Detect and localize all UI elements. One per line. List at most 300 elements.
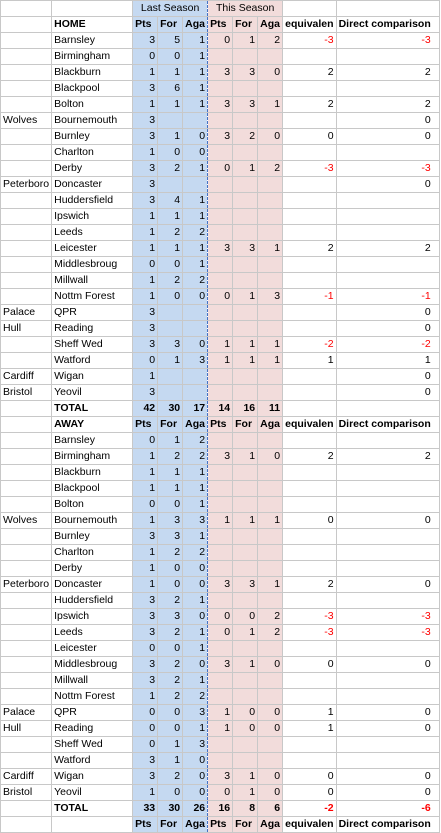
stat-cell[interactable] <box>208 305 233 321</box>
stat-cell[interactable] <box>208 529 233 545</box>
stat-cell[interactable]: 0 <box>133 737 158 753</box>
replacement-note[interactable] <box>1 609 52 625</box>
replacement-note[interactable] <box>1 241 52 257</box>
replacement-note[interactable] <box>1 337 52 353</box>
team-name[interactable]: Leeds <box>52 625 133 641</box>
stat-cell[interactable]: 3 <box>158 529 183 545</box>
cell-empty[interactable] <box>1 17 52 33</box>
replacement-note[interactable]: Hull <box>1 321 52 337</box>
total-cell[interactable]: 16 <box>208 801 233 817</box>
stat-cell[interactable] <box>208 273 233 289</box>
stat-cell[interactable]: 0 <box>133 705 158 721</box>
stat-cell[interactable]: 6 <box>158 81 183 97</box>
column-header[interactable]: Aga <box>183 817 208 833</box>
stat-cell[interactable]: 1 <box>258 337 283 353</box>
equivalent-cell[interactable]: 1 <box>283 705 336 721</box>
direct-comparison-cell[interactable]: 0 <box>336 577 439 593</box>
stat-cell[interactable]: 1 <box>233 289 258 305</box>
stat-cell[interactable]: 1 <box>258 241 283 257</box>
replacement-note[interactable] <box>1 273 52 289</box>
stat-cell[interactable]: 1 <box>183 161 208 177</box>
stat-cell[interactable]: 2 <box>258 625 283 641</box>
equivalent-cell[interactable]: 1 <box>283 721 336 737</box>
team-name[interactable]: Charlton <box>52 545 133 561</box>
column-header[interactable]: Pts <box>208 17 233 33</box>
equivalent-cell[interactable] <box>283 465 336 481</box>
stat-cell[interactable]: 2 <box>258 161 283 177</box>
direct-comparison-cell[interactable]: 2 <box>336 449 439 465</box>
stat-cell[interactable]: 2 <box>258 33 283 49</box>
stat-cell[interactable]: 1 <box>233 449 258 465</box>
stat-cell[interactable]: 1 <box>258 97 283 113</box>
stat-cell[interactable] <box>158 321 183 337</box>
stat-cell[interactable]: 1 <box>208 721 233 737</box>
stat-cell[interactable]: 1 <box>133 209 158 225</box>
stat-cell[interactable] <box>233 433 258 449</box>
equivalent-cell[interactable] <box>283 593 336 609</box>
stat-cell[interactable] <box>233 673 258 689</box>
this-season-header[interactable]: This Season <box>208 1 283 17</box>
replacement-note[interactable] <box>1 449 52 465</box>
cell-empty[interactable] <box>52 1 133 17</box>
team-name[interactable]: Blackpool <box>52 81 133 97</box>
stat-cell[interactable]: 1 <box>183 209 208 225</box>
stat-cell[interactable]: 0 <box>208 609 233 625</box>
stat-cell[interactable]: 3 <box>133 113 158 129</box>
stat-cell[interactable]: 1 <box>183 673 208 689</box>
team-name[interactable]: Middlesbroug <box>52 257 133 273</box>
direct-comparison-cell[interactable]: 0 <box>336 721 439 737</box>
stat-cell[interactable]: 3 <box>183 705 208 721</box>
equivalent-cell[interactable]: 2 <box>283 65 336 81</box>
equivalent-cell[interactable]: 1 <box>283 353 336 369</box>
stat-cell[interactable]: 2 <box>183 273 208 289</box>
stat-cell[interactable] <box>258 225 283 241</box>
replacement-note[interactable]: Peterboro <box>1 177 52 193</box>
direct-comparison-cell[interactable]: -3 <box>336 609 439 625</box>
equivalent-cell[interactable] <box>283 321 336 337</box>
equivalent-cell[interactable] <box>283 689 336 705</box>
team-name[interactable]: Blackburn <box>52 465 133 481</box>
stat-cell[interactable] <box>258 49 283 65</box>
stat-cell[interactable]: 3 <box>208 657 233 673</box>
total-equivalent[interactable]: -2 <box>283 801 336 817</box>
stat-cell[interactable]: 4 <box>158 193 183 209</box>
equivalent-cell[interactable] <box>283 481 336 497</box>
direct-comparison-cell[interactable] <box>336 481 439 497</box>
stat-cell[interactable]: 3 <box>133 33 158 49</box>
equivalent-cell[interactable] <box>283 545 336 561</box>
stat-cell[interactable] <box>233 369 258 385</box>
equivalent-cell[interactable] <box>283 369 336 385</box>
stat-cell[interactable]: 1 <box>233 769 258 785</box>
stat-cell[interactable]: 3 <box>133 129 158 145</box>
stat-cell[interactable] <box>158 385 183 401</box>
stat-cell[interactable]: 2 <box>158 449 183 465</box>
stat-cell[interactable]: 1 <box>158 433 183 449</box>
stat-cell[interactable]: 1 <box>133 561 158 577</box>
stat-cell[interactable]: 0 <box>158 145 183 161</box>
total-cell[interactable]: 16 <box>233 401 258 417</box>
team-name[interactable]: Reading <box>52 721 133 737</box>
stat-cell[interactable]: 3 <box>208 129 233 145</box>
equivalent-cell[interactable] <box>283 257 336 273</box>
stat-cell[interactable]: 1 <box>133 273 158 289</box>
stat-cell[interactable]: 3 <box>183 737 208 753</box>
total-cell[interactable]: 14 <box>208 401 233 417</box>
stat-cell[interactable]: 1 <box>233 353 258 369</box>
replacement-note[interactable] <box>1 641 52 657</box>
stat-cell[interactable]: 1 <box>208 337 233 353</box>
stat-cell[interactable]: 1 <box>183 193 208 209</box>
stat-cell[interactable] <box>258 753 283 769</box>
stat-cell[interactable]: 1 <box>183 65 208 81</box>
direct-comparison-cell[interactable] <box>336 49 439 65</box>
team-name[interactable]: Yeovil <box>52 785 133 801</box>
replacement-note[interactable] <box>1 353 52 369</box>
stat-cell[interactable] <box>158 369 183 385</box>
equivalent-cell[interactable]: 0 <box>283 769 336 785</box>
team-name[interactable]: Sheff Wed <box>52 737 133 753</box>
stat-cell[interactable] <box>208 145 233 161</box>
total-cell[interactable]: 30 <box>158 401 183 417</box>
stat-cell[interactable]: 1 <box>183 497 208 513</box>
stat-cell[interactable]: 1 <box>183 257 208 273</box>
stat-cell[interactable]: 2 <box>183 433 208 449</box>
team-name[interactable]: Derby <box>52 561 133 577</box>
stat-cell[interactable] <box>233 177 258 193</box>
stat-cell[interactable] <box>208 753 233 769</box>
stat-cell[interactable]: 3 <box>133 193 158 209</box>
column-header[interactable]: Pts <box>133 817 158 833</box>
stat-cell[interactable]: 0 <box>183 129 208 145</box>
stat-cell[interactable]: 1 <box>183 465 208 481</box>
stat-cell[interactable] <box>258 545 283 561</box>
stat-cell[interactable]: 1 <box>183 481 208 497</box>
last-season-header[interactable]: Last Season <box>133 1 208 17</box>
stat-cell[interactable]: 1 <box>258 577 283 593</box>
stat-cell[interactable] <box>208 257 233 273</box>
stat-cell[interactable]: 2 <box>183 449 208 465</box>
equivalent-cell[interactable]: 0 <box>283 657 336 673</box>
stat-cell[interactable]: 1 <box>158 737 183 753</box>
equivalent-cell[interactable]: 2 <box>283 241 336 257</box>
stat-cell[interactable]: 1 <box>158 209 183 225</box>
total-cell[interactable]: 30 <box>158 801 183 817</box>
column-header-equivalent[interactable]: equivalen <box>283 17 336 33</box>
equivalent-cell[interactable]: -3 <box>283 609 336 625</box>
team-name[interactable]: Ipswich <box>52 209 133 225</box>
stat-cell[interactable] <box>208 481 233 497</box>
stat-cell[interactable]: 0 <box>258 449 283 465</box>
column-header[interactable]: Aga <box>258 417 283 433</box>
stat-cell[interactable]: 0 <box>183 561 208 577</box>
stat-cell[interactable]: 0 <box>158 561 183 577</box>
stat-cell[interactable] <box>208 113 233 129</box>
replacement-note[interactable] <box>1 161 52 177</box>
cell-empty[interactable] <box>336 1 439 17</box>
equivalent-cell[interactable]: 0 <box>283 785 336 801</box>
stat-cell[interactable] <box>233 593 258 609</box>
stat-cell[interactable] <box>208 177 233 193</box>
stat-cell[interactable] <box>233 81 258 97</box>
team-name[interactable]: Nottm Forest <box>52 289 133 305</box>
stat-cell[interactable] <box>208 561 233 577</box>
stat-cell[interactable] <box>258 209 283 225</box>
stat-cell[interactable]: 2 <box>158 769 183 785</box>
stat-cell[interactable]: 1 <box>233 337 258 353</box>
column-header-direct-comparison[interactable]: Direct comparison <box>336 17 439 33</box>
stat-cell[interactable] <box>233 225 258 241</box>
direct-comparison-cell[interactable]: 0 <box>336 769 439 785</box>
replacement-note[interactable] <box>1 465 52 481</box>
team-name[interactable]: Bournemouth <box>52 113 133 129</box>
stat-cell[interactable]: 0 <box>158 289 183 305</box>
stat-cell[interactable]: 1 <box>183 721 208 737</box>
team-name[interactable]: Doncaster <box>52 577 133 593</box>
equivalent-cell[interactable]: -3 <box>283 625 336 641</box>
equivalent-cell[interactable] <box>283 305 336 321</box>
replacement-note[interactable] <box>1 97 52 113</box>
stat-cell[interactable] <box>258 385 283 401</box>
stat-cell[interactable] <box>208 497 233 513</box>
total-cell[interactable]: 42 <box>133 401 158 417</box>
equivalent-cell[interactable] <box>283 753 336 769</box>
equivalent-cell[interactable] <box>283 81 336 97</box>
equivalent-cell[interactable]: -3 <box>283 161 336 177</box>
direct-comparison-cell[interactable]: 0 <box>336 305 439 321</box>
direct-comparison-cell[interactable] <box>336 593 439 609</box>
stat-cell[interactable]: 1 <box>183 81 208 97</box>
stat-cell[interactable]: 1 <box>158 465 183 481</box>
direct-comparison-cell[interactable]: 2 <box>336 97 439 113</box>
direct-comparison-cell[interactable] <box>336 673 439 689</box>
team-name[interactable]: Bournemouth <box>52 513 133 529</box>
direct-comparison-cell[interactable]: 2 <box>336 65 439 81</box>
stat-cell[interactable] <box>233 305 258 321</box>
stat-cell[interactable]: 5 <box>158 33 183 49</box>
team-name[interactable]: Leicester <box>52 641 133 657</box>
column-header-direct-comparison[interactable]: Direct comparison <box>336 417 439 433</box>
direct-comparison-cell[interactable] <box>336 209 439 225</box>
replacement-note[interactable] <box>1 289 52 305</box>
equivalent-cell[interactable] <box>283 113 336 129</box>
column-header[interactable]: Pts <box>133 417 158 433</box>
direct-comparison-cell[interactable]: -1 <box>336 289 439 305</box>
direct-comparison-cell[interactable]: 0 <box>336 705 439 721</box>
stat-cell[interactable] <box>233 49 258 65</box>
stat-cell[interactable] <box>258 257 283 273</box>
stat-cell[interactable]: 1 <box>183 529 208 545</box>
team-name[interactable]: Watford <box>52 353 133 369</box>
stat-cell[interactable]: 1 <box>208 353 233 369</box>
stat-cell[interactable]: 0 <box>258 129 283 145</box>
stat-cell[interactable]: 1 <box>258 513 283 529</box>
total-cell[interactable]: 33 <box>133 801 158 817</box>
stat-cell[interactable]: 2 <box>183 545 208 561</box>
equivalent-cell[interactable] <box>283 529 336 545</box>
stat-cell[interactable] <box>233 145 258 161</box>
equivalent-cell[interactable]: 0 <box>283 513 336 529</box>
stat-cell[interactable]: 3 <box>133 305 158 321</box>
stat-cell[interactable] <box>258 673 283 689</box>
stat-cell[interactable]: 0 <box>233 705 258 721</box>
column-header[interactable]: Pts <box>208 817 233 833</box>
stat-cell[interactable]: 3 <box>133 657 158 673</box>
stat-cell[interactable] <box>233 209 258 225</box>
replacement-note[interactable] <box>1 673 52 689</box>
stat-cell[interactable] <box>258 465 283 481</box>
stat-cell[interactable]: 0 <box>258 769 283 785</box>
team-name[interactable]: Huddersfield <box>52 593 133 609</box>
team-name[interactable]: Millwall <box>52 673 133 689</box>
team-name[interactable]: Sheff Wed <box>52 337 133 353</box>
replacement-note[interactable] <box>1 753 52 769</box>
stat-cell[interactable] <box>208 465 233 481</box>
stat-cell[interactable] <box>258 433 283 449</box>
direct-comparison-cell[interactable] <box>336 273 439 289</box>
replacement-note[interactable] <box>1 129 52 145</box>
stat-cell[interactable]: 2 <box>158 545 183 561</box>
stat-cell[interactable]: 3 <box>133 337 158 353</box>
equivalent-cell[interactable] <box>283 225 336 241</box>
stat-cell[interactable]: 0 <box>133 353 158 369</box>
equivalent-cell[interactable]: 2 <box>283 97 336 113</box>
direct-comparison-cell[interactable] <box>336 737 439 753</box>
stat-cell[interactable]: 0 <box>208 289 233 305</box>
stat-cell[interactable]: 0 <box>208 785 233 801</box>
direct-comparison-cell[interactable]: 0 <box>336 129 439 145</box>
stat-cell[interactable]: 0 <box>258 65 283 81</box>
replacement-note[interactable] <box>1 225 52 241</box>
column-header[interactable]: Aga <box>183 417 208 433</box>
stat-cell[interactable] <box>208 641 233 657</box>
stat-cell[interactable]: 0 <box>158 497 183 513</box>
stat-cell[interactable]: 1 <box>158 241 183 257</box>
home-section-title[interactable]: HOME <box>52 17 133 33</box>
replacement-note[interactable] <box>1 545 52 561</box>
replacement-note[interactable]: Peterboro <box>1 577 52 593</box>
stat-cell[interactable]: 1 <box>133 545 158 561</box>
stat-cell[interactable]: 3 <box>158 609 183 625</box>
stat-cell[interactable]: 3 <box>233 577 258 593</box>
stat-cell[interactable]: 1 <box>183 33 208 49</box>
cell-empty[interactable] <box>1 817 52 833</box>
equivalent-cell[interactable] <box>283 145 336 161</box>
stat-cell[interactable] <box>208 673 233 689</box>
total-label[interactable]: TOTAL <box>52 801 133 817</box>
stat-cell[interactable]: 3 <box>133 321 158 337</box>
team-name[interactable]: Bolton <box>52 497 133 513</box>
direct-comparison-cell[interactable]: 0 <box>336 785 439 801</box>
replacement-note[interactable] <box>1 81 52 97</box>
stat-cell[interactable] <box>258 529 283 545</box>
replacement-note[interactable] <box>1 497 52 513</box>
stat-cell[interactable]: 3 <box>208 769 233 785</box>
stat-cell[interactable]: 0 <box>258 657 283 673</box>
replacement-note[interactable] <box>1 49 52 65</box>
stat-cell[interactable]: 2 <box>233 129 258 145</box>
stat-cell[interactable]: 1 <box>233 625 258 641</box>
team-name[interactable]: Barnsley <box>52 433 133 449</box>
replacement-note[interactable] <box>1 561 52 577</box>
stat-cell[interactable] <box>208 689 233 705</box>
stat-cell[interactable] <box>258 497 283 513</box>
stat-cell[interactable]: 0 <box>208 161 233 177</box>
stat-cell[interactable]: 1 <box>158 97 183 113</box>
stat-cell[interactable] <box>233 193 258 209</box>
replacement-note[interactable]: Bristol <box>1 385 52 401</box>
stat-cell[interactable]: 3 <box>183 513 208 529</box>
stat-cell[interactable] <box>208 545 233 561</box>
team-name[interactable]: Millwall <box>52 273 133 289</box>
stat-cell[interactable]: 0 <box>133 433 158 449</box>
stat-cell[interactable]: 2 <box>183 225 208 241</box>
stat-cell[interactable]: 0 <box>208 33 233 49</box>
stat-cell[interactable]: 1 <box>133 449 158 465</box>
stat-cell[interactable]: 3 <box>233 97 258 113</box>
direct-comparison-cell[interactable]: -3 <box>336 625 439 641</box>
replacement-note[interactable] <box>1 433 52 449</box>
stat-cell[interactable]: 1 <box>133 513 158 529</box>
stat-cell[interactable] <box>233 257 258 273</box>
column-header-equivalent[interactable]: equivalen <box>283 417 336 433</box>
away-section-title[interactable]: AWAY <box>52 417 133 433</box>
team-name[interactable]: Barnsley <box>52 33 133 49</box>
stat-cell[interactable]: 0 <box>133 497 158 513</box>
stat-cell[interactable]: 3 <box>258 289 283 305</box>
stat-cell[interactable] <box>258 481 283 497</box>
stat-cell[interactable]: 3 <box>133 625 158 641</box>
stat-cell[interactable]: 0 <box>183 289 208 305</box>
direct-comparison-cell[interactable] <box>336 753 439 769</box>
team-name[interactable]: QPR <box>52 305 133 321</box>
stat-cell[interactable] <box>258 737 283 753</box>
replacement-note[interactable]: Wolves <box>1 513 52 529</box>
replacement-note[interactable] <box>1 689 52 705</box>
direct-comparison-cell[interactable] <box>336 257 439 273</box>
stat-cell[interactable]: 1 <box>183 593 208 609</box>
equivalent-cell[interactable]: 2 <box>283 577 336 593</box>
stat-cell[interactable]: 1 <box>258 353 283 369</box>
direct-comparison-cell[interactable] <box>336 497 439 513</box>
stat-cell[interactable]: 0 <box>158 577 183 593</box>
team-name[interactable]: QPR <box>52 705 133 721</box>
direct-comparison-cell[interactable] <box>336 145 439 161</box>
equivalent-cell[interactable]: -1 <box>283 289 336 305</box>
replacement-note[interactable] <box>1 193 52 209</box>
stat-cell[interactable]: 1 <box>133 369 158 385</box>
replacement-note[interactable]: Cardiff <box>1 769 52 785</box>
stat-cell[interactable]: 3 <box>233 241 258 257</box>
stat-cell[interactable]: 0 <box>183 769 208 785</box>
column-header-direct-comparison[interactable]: Direct comparison <box>336 817 439 833</box>
replacement-note[interactable]: Cardiff <box>1 369 52 385</box>
stat-cell[interactable] <box>208 737 233 753</box>
stat-cell[interactable] <box>258 81 283 97</box>
equivalent-cell[interactable] <box>283 193 336 209</box>
stat-cell[interactable]: 2 <box>158 225 183 241</box>
team-name[interactable]: Birmingham <box>52 449 133 465</box>
total-equivalent[interactable] <box>283 401 336 417</box>
stat-cell[interactable]: 3 <box>133 385 158 401</box>
stat-cell[interactable]: 0 <box>183 577 208 593</box>
equivalent-cell[interactable] <box>283 497 336 513</box>
team-name[interactable]: Derby <box>52 161 133 177</box>
equivalent-cell[interactable] <box>283 177 336 193</box>
total-direct-comparison[interactable] <box>336 401 439 417</box>
stat-cell[interactable] <box>258 145 283 161</box>
